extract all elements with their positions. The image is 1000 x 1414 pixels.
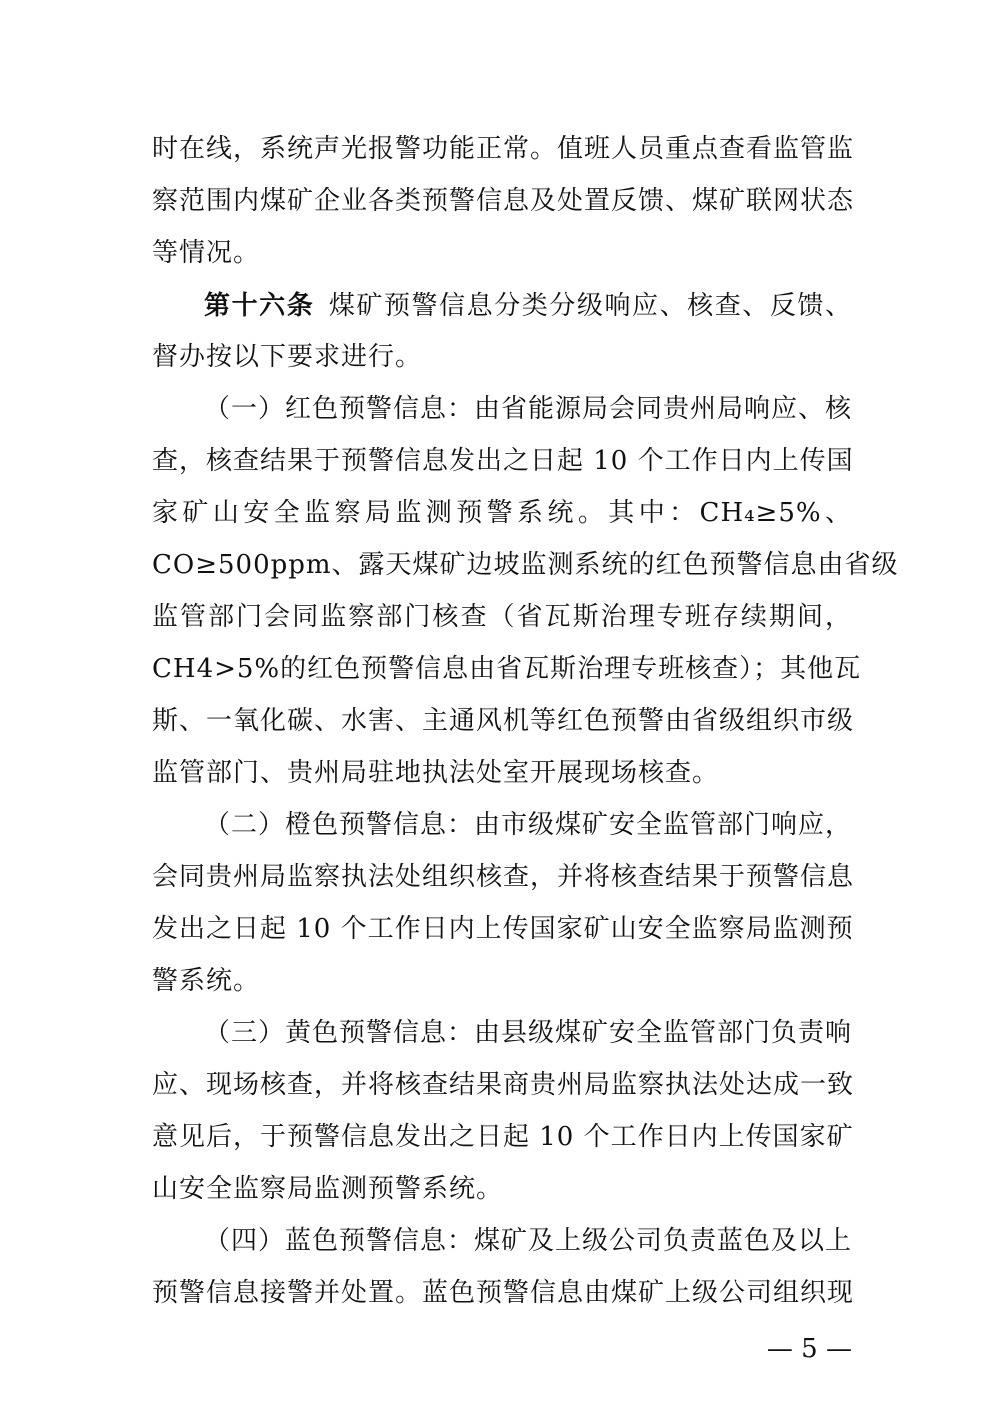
text-line: CO≥500ppm、露天煤矿边坡监测系统的红色预警信息由省级 bbox=[152, 550, 899, 580]
text-line: 会同贵州局监察执法处组织核查，并将核查结果于预警信息 bbox=[152, 862, 855, 892]
article-heading: 第十六条 bbox=[204, 291, 315, 321]
text-line: 查，核查结果于预警信息发出之日起 10 个工作日内上传国 bbox=[152, 446, 854, 476]
text-line: 应、现场核查，并将核查结果商贵州局监察执法处达成一致 bbox=[152, 1070, 855, 1100]
text-line: 监管部门会同监察部门核查（省瓦斯治理专班存续期间， bbox=[152, 602, 852, 632]
text-line: （一）红色预警信息：由省能源局会同贵州局响应、核 bbox=[204, 394, 853, 424]
text-line: （四）蓝色预警信息：煤矿及上级公司负责蓝色及以上 bbox=[204, 1226, 853, 1256]
text-line: 家矿山安全监察局监测预警系统。其中：CH₄≥5%、 bbox=[152, 498, 852, 528]
text-line: 斯、一氧化碳、水害、主通风机等红色预警由省级组织市级 bbox=[152, 706, 855, 736]
article-text: 煤矿预警信息分类分级响应、核查、反馈、 bbox=[328, 291, 852, 321]
text-line: 山安全监察局监测预警系统。 bbox=[152, 1174, 504, 1204]
text-line: 督办按以下要求进行。 bbox=[152, 342, 423, 372]
text-line: CH4>5%的红色预警信息由省瓦斯治理专班核查）；其他瓦 bbox=[152, 654, 862, 684]
text-line: 预警信息接警并处置。蓝色预警信息由煤矿上级公司组织现 bbox=[152, 1278, 855, 1308]
article-line bbox=[204, 289, 852, 323]
text-line: （二）橙色预警信息：由市级煤矿安全监管部门响应， bbox=[204, 810, 853, 840]
text-line: 时在线，系统声光报警功能正常。值班人员重点查看监管监 bbox=[152, 134, 855, 164]
text-line: 监管部门、贵州局驻地执法处室开展现场核查。 bbox=[152, 758, 720, 788]
page-number: — 5 — bbox=[766, 1334, 852, 1364]
text-line: 等情况。 bbox=[152, 238, 261, 268]
text-line: 意见后，于预警信息发出之日起 10 个工作日内上传国家矿 bbox=[152, 1122, 854, 1152]
text-line: 发出之日起 10 个工作日内上传国家矿山安全监察局监测预 bbox=[152, 914, 854, 944]
text-line: （三）黄色预警信息：由县级煤矿安全监管部门负责响 bbox=[204, 1018, 853, 1048]
text-line: 察范围内煤矿企业各类预警信息及处置反馈、煤矿联网状态 bbox=[152, 186, 855, 216]
text-line: 警系统。 bbox=[152, 966, 261, 996]
